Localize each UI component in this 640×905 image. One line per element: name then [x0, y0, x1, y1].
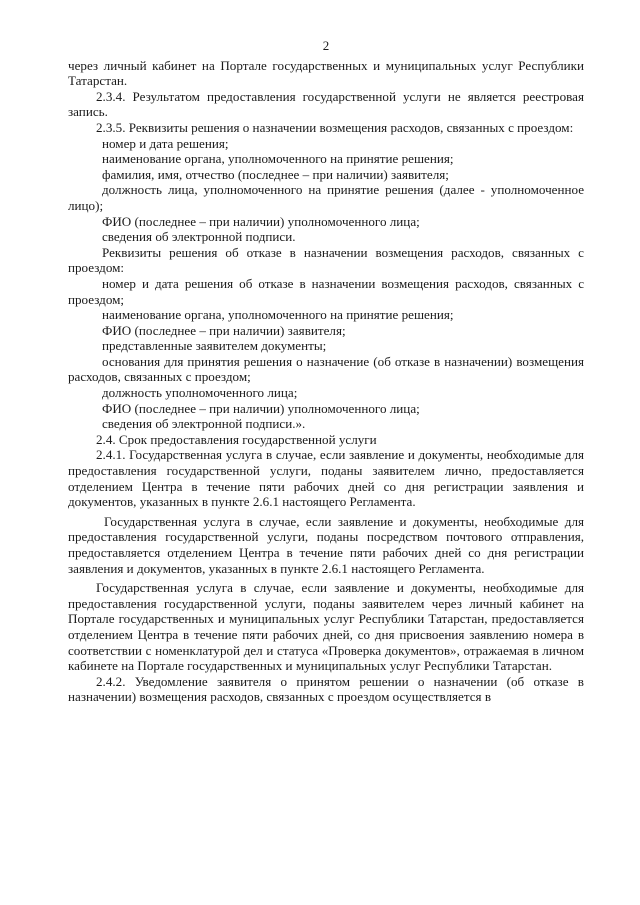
- paragraph-postal: Государственная услуга в случае, если заявление и документы, необходимые для предоставления государственной услуги, поданы посредством почтового отправления, предоставляется отделением Центра в течение пяти рабочих дней со дня регистрации заявления и документов, указанных в пункте 2.6.1 настоящего Регламента.: [68, 513, 584, 576]
- paragraph-2-3-4: 2.3.4. Результатом предоставления государственной услуги не является реестровая запись.: [68, 88, 584, 120]
- list-item: ФИО (последнее – при наличии) заявителя;: [102, 322, 346, 338]
- list-item: ФИО (последнее – при наличии) уполномоченного лица;: [102, 213, 420, 229]
- list-item: фамилия, имя, отчество (последнее – при наличии) заявителя;: [102, 166, 449, 182]
- list-item: сведения об электронной подписи.: [102, 229, 296, 245]
- paragraph-portal: Государственная услуга в случае, если заявление и документы, необходимые для предоставления государственной услуги, поданы заявителем через личный кабинет на Портале государственных и муниципальных услуг Республики Татарстан, предоставляется отделением Центра в течение пяти рабочих дней, со дня присвоения заявлению номера в соответствии с номенклатурой дел и статуса «Проверка документов», отражаемая в личном кабинете на Портале государственных и муниципальных услуг Республики Татарстан.: [68, 580, 584, 674]
- list-item: ФИО (последнее – при наличии) уполномоченного лица;: [102, 400, 420, 416]
- page-number: 2: [322, 38, 330, 53]
- list-item: наименование органа, уполномоченного на принятие решения;: [102, 307, 454, 323]
- list-item: представленные заявителем документы;: [102, 338, 327, 354]
- list-item: должность лица, уполномоченного на принятие решения (далее - уполномоченное лицо);: [68, 182, 584, 213]
- list-item: номер и дата решения;: [102, 135, 229, 151]
- paragraph-2-4-1: 2.4.1. Государственная услуга в случае, если заявление и документы, необходимые для предоставления государственной услуги, поданы заявителем лично, предоставляется отделением Центра в течение пяти рабочих дней со дня регистрации заявления и документов, указанных в пункте 2.6.1 настоящего Регламента.: [68, 447, 584, 510]
- list-item: сведения об электронной подписи.».: [102, 416, 306, 432]
- section-heading-2-4: 2.4. Срок предоставления государственной услуги: [96, 431, 377, 447]
- list-item: должность уполномоченного лица;: [102, 385, 298, 401]
- list-item: номер и дата решения об отказе в назначении возмещения расходов, связанных с проездом;: [68, 275, 584, 307]
- list-item: наименование органа, уполномоченного на принятие решения;: [102, 151, 454, 167]
- paragraph-2-3-5: 2.3.5. Реквизиты решения о назначении возмещения расходов, связанных с проездом:: [96, 119, 574, 135]
- list-item: Реквизиты решения об отказе в назначении возмещения расходов, связанных с проездом:: [68, 244, 584, 276]
- paragraph-continuation: через личный кабинет на Портале государственных и муниципальных услуг Республики Татарстан.: [68, 57, 584, 89]
- paragraph-2-4-2: 2.4.2. Уведомление заявителя о принятом решении о назначении (об отказе в назначении) возмещения расходов, связанных с проездом осуществляется в: [68, 673, 584, 705]
- list-item: основания для принятия решения о назначение (об отказе в назначении) возмещения расходов, связанных с проездом;: [68, 353, 584, 385]
